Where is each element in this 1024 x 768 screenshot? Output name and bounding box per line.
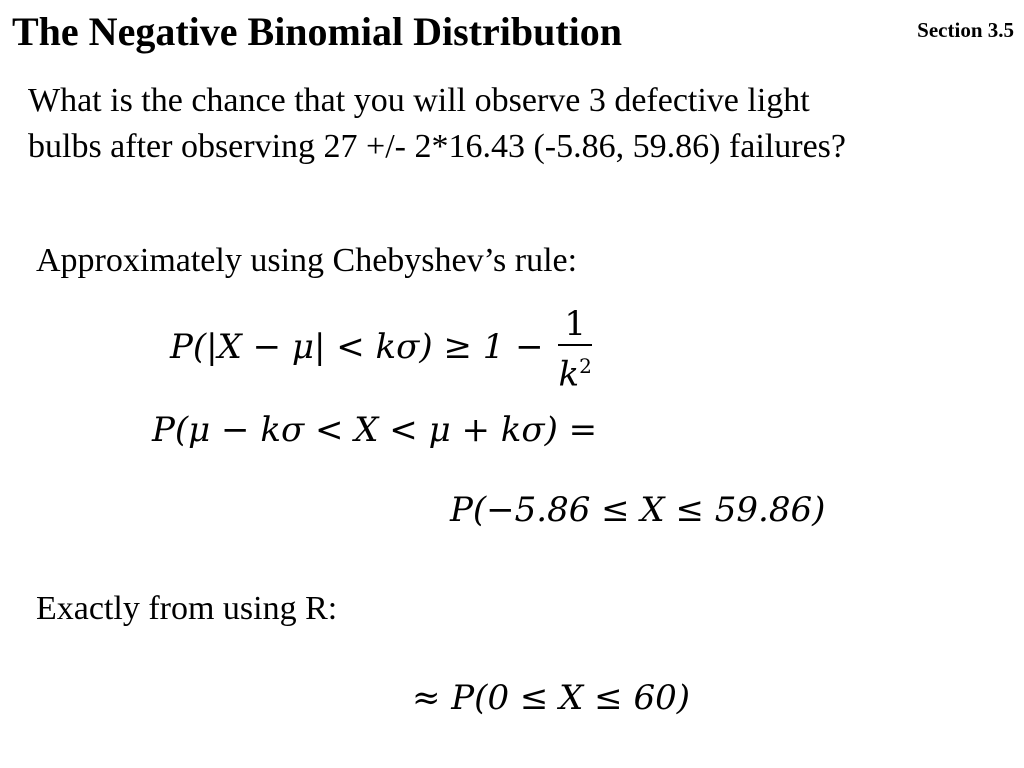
chebyshev-lhs: P(|X − μ| < kσ) ≥ 1 − <box>170 327 544 368</box>
slide-title: The Negative Binomial Distribution <box>12 9 623 54</box>
interval-expression: P(μ − kσ < X < μ + kσ) = <box>152 410 598 450</box>
chebyshev-formula <box>170 304 592 394</box>
approx-heading: Approximately using Chebyshev’s rule: <box>36 242 578 279</box>
section-label: Section 3.5 <box>917 18 1014 42</box>
denominator-exponent: 2 <box>579 354 592 378</box>
fraction-denominator <box>558 346 591 394</box>
denominator-base: k <box>558 354 580 395</box>
question-line-2: bulbs after observing 27 +/- 2*16.43 (-5.86, 59.86) failures? <box>28 128 846 165</box>
question-text <box>28 78 1018 170</box>
question-line-1: What is the chance that you will observe 3 defective light <box>28 82 810 119</box>
interval-result: P(−5.86 ≤ X ≤ 59.86) <box>450 490 826 530</box>
chebyshev-fraction <box>558 304 591 394</box>
exact-heading: Exactly from using R: <box>36 590 338 627</box>
fraction-numerator: 1 <box>558 304 591 346</box>
exact-result: ≈ P(0 ≤ X ≤ 60) <box>412 678 691 718</box>
